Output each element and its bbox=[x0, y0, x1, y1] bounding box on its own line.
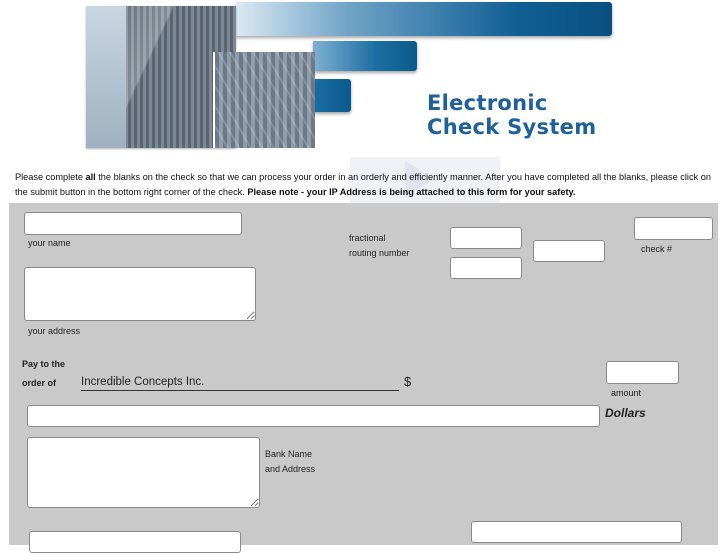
title-line-2: Check System bbox=[427, 115, 597, 139]
routing-number-input[interactable] bbox=[533, 240, 605, 262]
fractional-numerator-input[interactable] bbox=[450, 227, 522, 249]
building-photo-closeup bbox=[213, 52, 315, 148]
check-number-input[interactable] bbox=[634, 217, 713, 240]
address-label: your address bbox=[28, 326, 81, 336]
bank-label bbox=[265, 447, 315, 477]
bank-address-textarea[interactable] bbox=[27, 437, 260, 508]
dollars-label: Dollars bbox=[605, 406, 646, 420]
bank-label-line-1: Bank Name bbox=[265, 449, 313, 459]
instructions-part-1: Please complete bbox=[15, 172, 86, 182]
order-of-label: order of bbox=[22, 378, 57, 388]
banner-bar-top bbox=[236, 2, 612, 36]
account-number-input[interactable] bbox=[471, 521, 682, 543]
ip-address-notice: Please note - your IP Address is being attached to this form for your safety. bbox=[247, 187, 576, 197]
written-amount-input[interactable] bbox=[27, 405, 600, 427]
dollar-sign: $ bbox=[404, 374, 412, 389]
fractional-denominator-input[interactable] bbox=[450, 257, 522, 279]
banner-bar-bottom bbox=[313, 79, 351, 112]
fractional-label-line-1: fractional bbox=[349, 233, 386, 243]
fractional-label bbox=[349, 231, 410, 261]
address-textarea[interactable] bbox=[24, 267, 256, 321]
banner-bar-middle bbox=[313, 41, 417, 71]
name-label: your name bbox=[28, 238, 71, 248]
header-banner bbox=[0, 0, 727, 160]
amount-input[interactable] bbox=[606, 361, 679, 384]
instructions-part-3: the blanks on the check so that we can process your order in an orderly and efficiently manner. After you have completed all the blanks, please click on the submit button in the bottom right corner of the check. bbox=[15, 172, 711, 197]
payee-name: Incredible Concepts Inc. bbox=[81, 375, 399, 391]
instructions-emphasis-all: all bbox=[85, 172, 96, 182]
signature-input[interactable] bbox=[29, 531, 241, 553]
instructions-text bbox=[15, 170, 715, 200]
bank-label-line-2: and Address bbox=[265, 464, 316, 474]
check-number-label: check # bbox=[641, 244, 673, 254]
amount-label: amount bbox=[611, 388, 642, 398]
page-title bbox=[427, 91, 596, 139]
fractional-label-line-2: routing number bbox=[349, 248, 410, 258]
title-line-1: Electronic bbox=[427, 91, 548, 115]
name-input[interactable] bbox=[24, 212, 242, 235]
pay-to-label: Pay to the bbox=[22, 359, 66, 369]
